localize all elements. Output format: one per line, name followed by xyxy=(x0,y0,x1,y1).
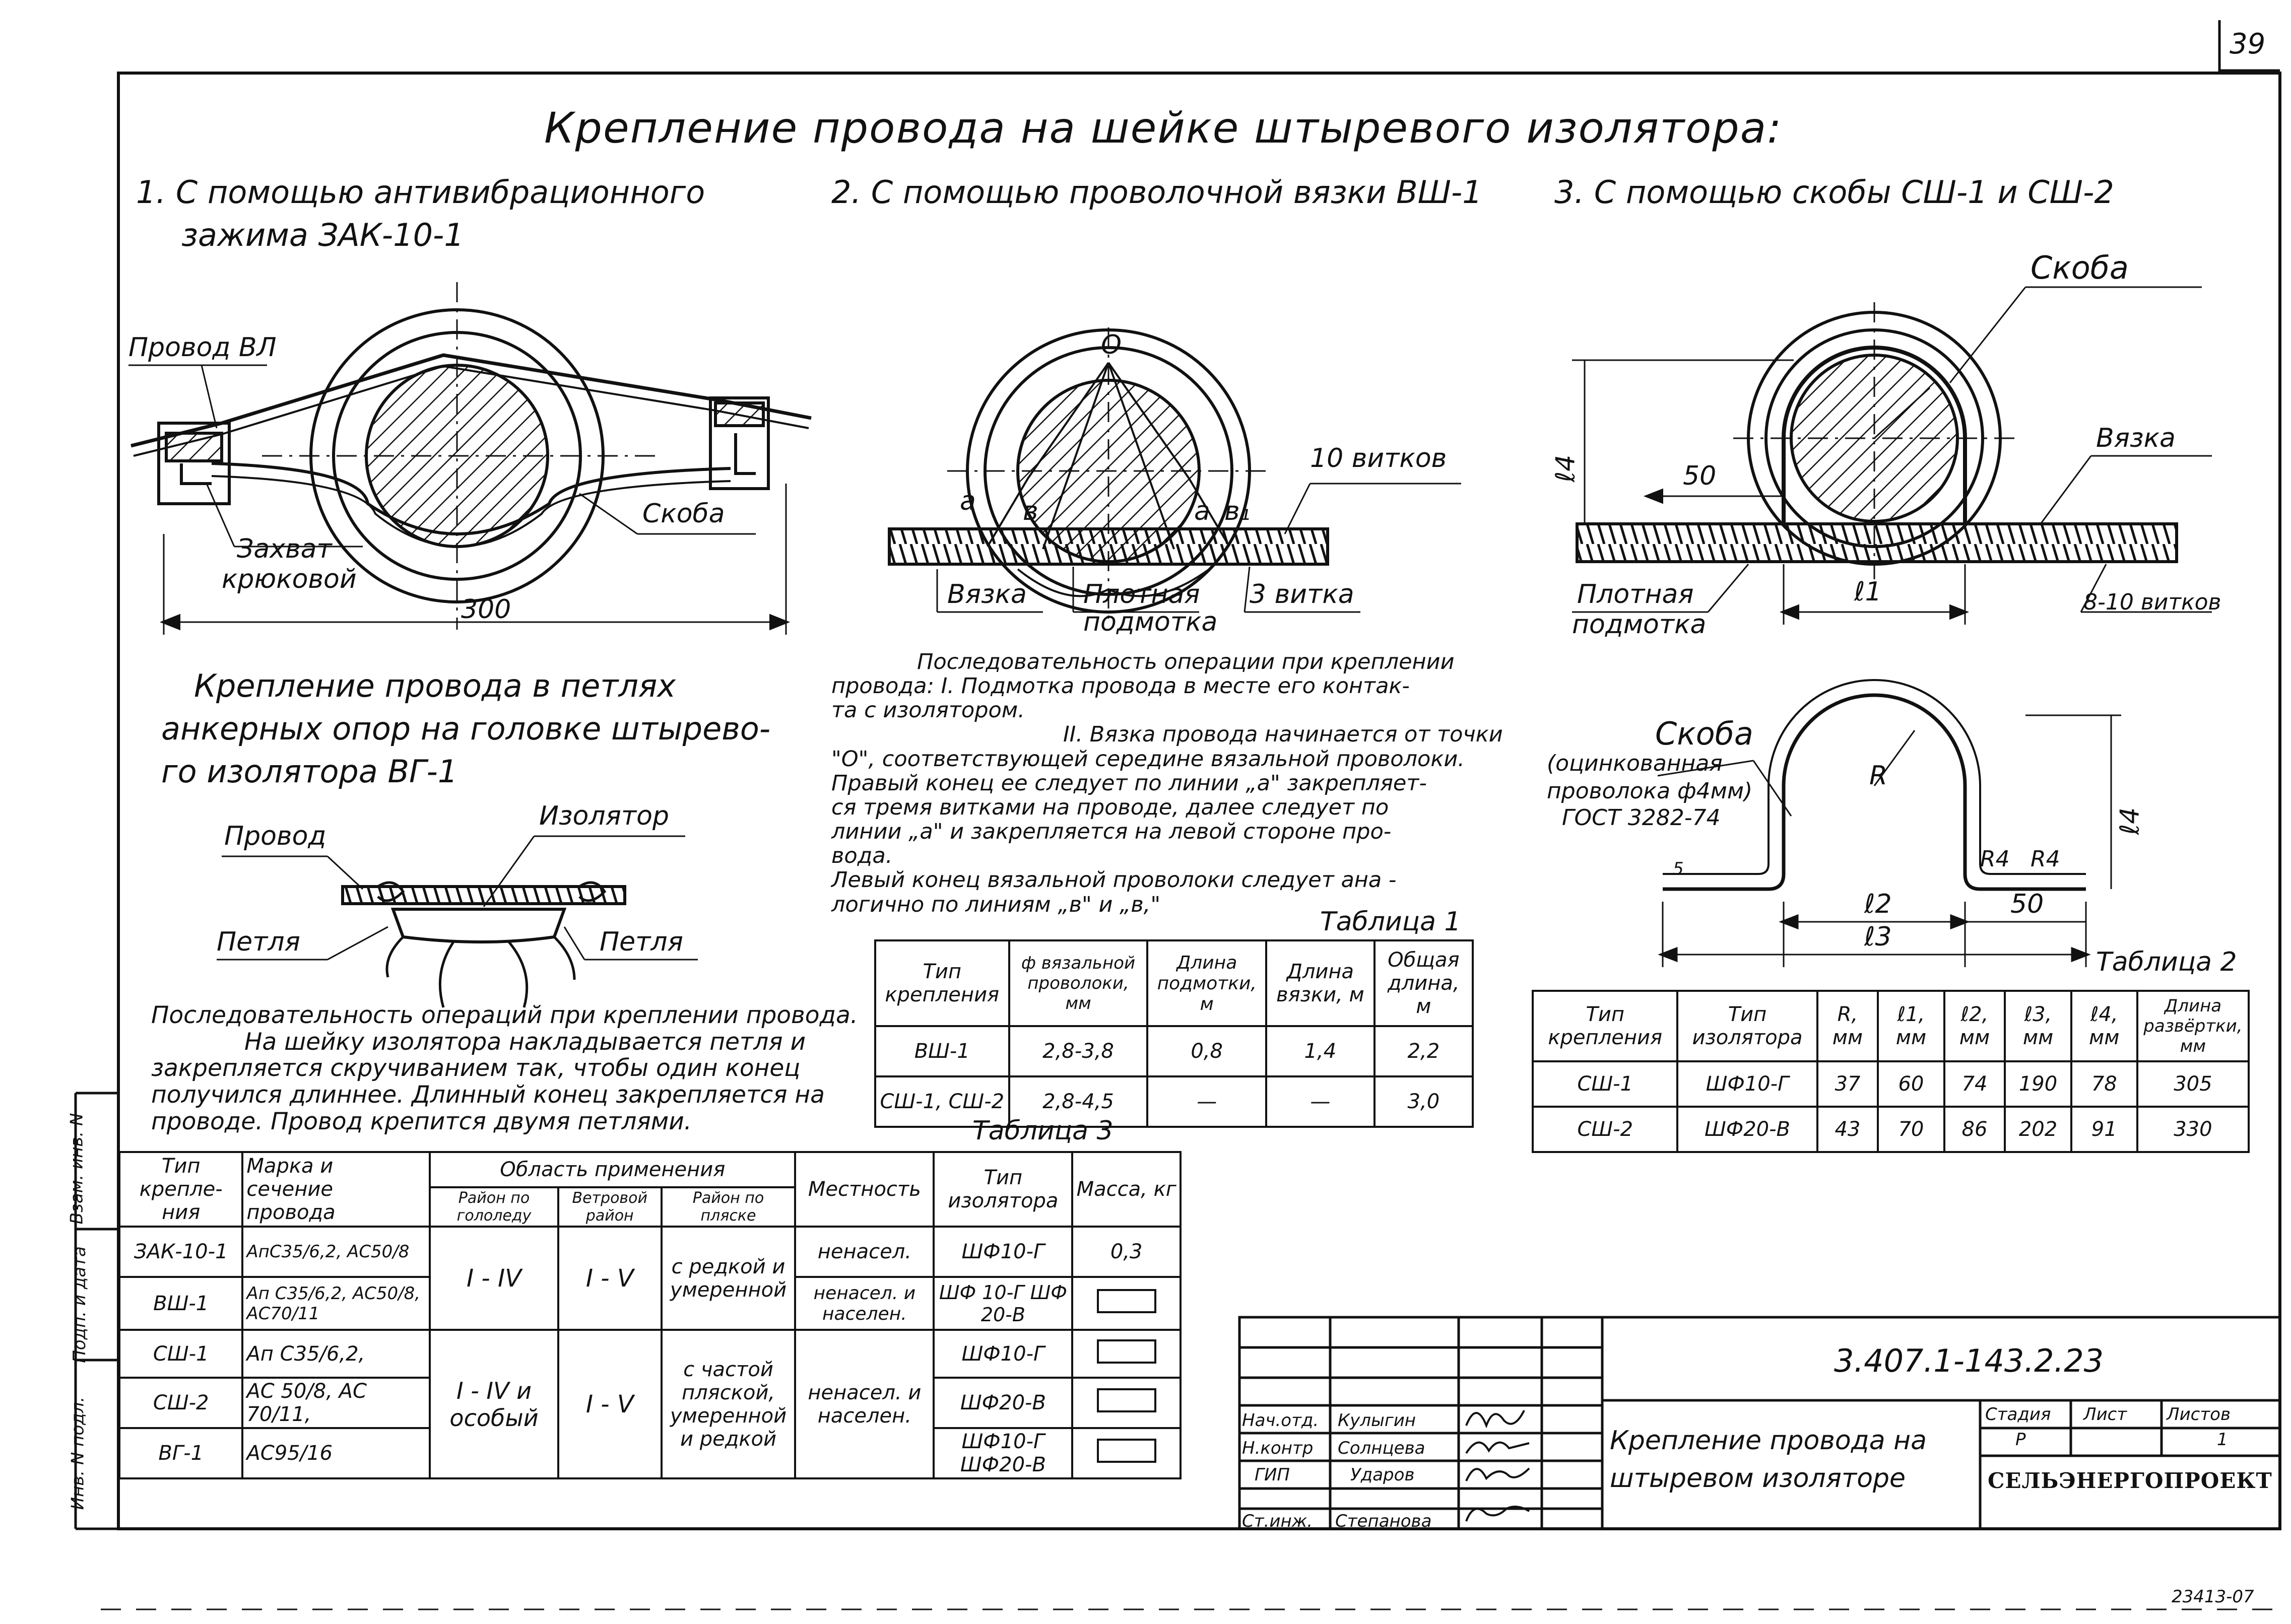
dimension-r4-a: R4 xyxy=(1980,846,2010,872)
tie-note-line: II. Вязка провода начинается от точки xyxy=(1063,722,1503,748)
table-cell: АС 50/8, АС 70/11, xyxy=(242,1378,430,1428)
table-cell: 2,8-3,8 xyxy=(1009,1026,1148,1076)
table-cell: 60 xyxy=(1878,1061,1944,1107)
table-cell: с редкой и умеренной xyxy=(662,1227,796,1330)
label-wire-loop: Провод xyxy=(224,821,326,851)
table-cell: 91 xyxy=(2071,1107,2137,1152)
dimension-r4-b: R4 xyxy=(2031,846,2060,872)
label-bracket-1: Скоба xyxy=(642,499,725,529)
footer-number: 23413-07 xyxy=(2172,1587,2254,1607)
stage-label: Стадия xyxy=(1985,1404,2051,1425)
role-senior-engineer: Ст.инж. xyxy=(1242,1511,1313,1531)
section-3-title: 3. С помощью скобы СШ-1 и СШ-2 xyxy=(1554,174,2114,211)
label-line-b1: в₁ xyxy=(1224,496,1251,526)
table-header-cell: ℓ4, мм xyxy=(2071,991,2137,1061)
table-cell: 190 xyxy=(2005,1061,2071,1107)
figure-wire-tie xyxy=(889,327,1461,620)
table-cell: АС95/16 xyxy=(242,1428,430,1478)
page-title: Крепление провода на шейке штыревого изолятора: xyxy=(544,103,1783,153)
label-loop-right: Петля xyxy=(600,927,683,957)
tie-note-line: вода. xyxy=(831,843,893,869)
label-bracket-spec-3: ГОСТ 3282-74 xyxy=(1562,805,1721,831)
table-header-cell: Тип крепления xyxy=(1533,991,1677,1061)
table-cell: ненасел. xyxy=(795,1227,934,1277)
table-cell: I - V xyxy=(558,1330,662,1478)
table-header-cell: Район по пляске xyxy=(662,1187,796,1227)
tie-note-line: Левый конец вязальной проволоки следует ана - xyxy=(831,867,1397,893)
table-header-cell: ℓ1, мм xyxy=(1878,991,1944,1061)
table-header-cell: R, мм xyxy=(1817,991,1878,1061)
table-cell: ШФ20-В xyxy=(934,1378,1072,1428)
label-wrap-2a: Плотная xyxy=(1083,579,1200,610)
section-1-subtitle: зажима ЗАК-10-1 xyxy=(181,217,464,253)
sheet-number: 39 xyxy=(2230,28,2266,60)
table-header-cell: Масса, кг xyxy=(1072,1152,1181,1227)
dimension-50-3: 50 xyxy=(1683,461,1717,491)
loop-note-line: проводе. Провод крепится двумя петлями. xyxy=(151,1107,692,1135)
tie-note-line: логично по линиям „в" и „в," xyxy=(831,892,1161,917)
table-row xyxy=(1533,1061,2249,1107)
table-cell: ВШ-1 xyxy=(119,1277,242,1330)
table-cell: 330 xyxy=(2137,1107,2249,1152)
table-3 xyxy=(118,1151,1182,1479)
table-cell: I - V xyxy=(558,1227,662,1330)
empty-mass-box xyxy=(1097,1439,1156,1463)
sheet-label: Лист xyxy=(2083,1404,2127,1425)
table-cell xyxy=(1072,1428,1181,1478)
tie-note-line: Последовательность операции при креплении xyxy=(917,649,1455,674)
table-header-cell: Тип крепле-ния xyxy=(119,1152,242,1227)
dimension-r: R xyxy=(1869,761,1888,791)
name-norm-control: Солнцева xyxy=(1338,1438,1425,1458)
table-row xyxy=(119,1227,1181,1277)
tie-note-line: "О", соответствующей середине вязальной проволоки. xyxy=(831,746,1465,772)
table-header-cell: Марка и сечение провода xyxy=(242,1152,430,1227)
table-cell: 37 xyxy=(1817,1061,1878,1107)
table-1 xyxy=(874,939,1474,1128)
tie-note-line: та с изолятором. xyxy=(831,698,1025,723)
label-bracket-4: Скоба xyxy=(1655,715,1753,752)
table-3-caption: Таблица 3 xyxy=(972,1116,1114,1146)
dimension-l3: ℓ3 xyxy=(1864,922,1892,952)
label-bracket-spec-2: проволока ф4мм) xyxy=(1547,778,1753,804)
table-cell: СШ-2 xyxy=(119,1378,242,1428)
table-cell: ШФ20-В xyxy=(1677,1107,1817,1152)
label-bracket-3: Скоба xyxy=(2031,249,2129,286)
drawing-description-2: штыревом изоляторе xyxy=(1610,1463,1906,1494)
label-wire-vl: Провод ВЛ xyxy=(128,332,277,363)
label-line-a-left: а xyxy=(960,486,976,516)
table-header-cell: Область применения xyxy=(430,1152,795,1187)
table-cell: ШФ10-Г xyxy=(934,1330,1072,1378)
figure-bracket-ssh xyxy=(1572,287,2212,625)
table-cell xyxy=(1072,1277,1181,1330)
table-cell: ненасел. и населен. xyxy=(795,1330,934,1478)
section-2-title: 2. С помощью проволочной вязки ВШ-1 xyxy=(831,174,1482,211)
empty-mass-box xyxy=(1097,1289,1156,1313)
dimension-l2: ℓ2 xyxy=(1864,889,1892,919)
table-row xyxy=(875,1026,1473,1076)
table-cell: Ап С35/6,2, АС50/8, АС70/11 xyxy=(242,1277,430,1330)
table-cell: ШФ 10-Г ШФ 20-В xyxy=(934,1277,1072,1330)
table-header-cell: Длина вязки, м xyxy=(1266,940,1374,1026)
stamp-inventory-no: Инв. N подл. xyxy=(68,1396,88,1510)
name-chief-engineer: Ударов xyxy=(1350,1465,1415,1485)
table-cell: 0,3 xyxy=(1072,1227,1181,1277)
sheets-label: Листов xyxy=(2167,1404,2231,1425)
table-cell: 2,2 xyxy=(1374,1026,1473,1076)
table-header-cell: ℓ2, мм xyxy=(1944,991,2005,1061)
empty-mass-box xyxy=(1097,1388,1156,1412)
dimension-l4-3: ℓ4 xyxy=(1550,454,1581,483)
label-bracket-spec-1: (оцинкованная xyxy=(1547,751,1723,776)
tie-note-line: линии „а" и закрепляется на левой стороне про- xyxy=(831,819,1392,845)
table-cell: Ап С35/6,2, xyxy=(242,1330,430,1378)
table-cell: I - IV xyxy=(430,1227,558,1330)
tie-note xyxy=(831,650,1503,917)
figure-loop-vg1 xyxy=(217,836,698,1007)
table-header-cell: Ветровой район xyxy=(558,1187,662,1227)
table-cell: 3,0 xyxy=(1374,1076,1473,1127)
table-cell: — xyxy=(1266,1076,1374,1127)
table-2-caption: Таблица 2 xyxy=(2096,947,2237,977)
label-line-a-right: а xyxy=(1194,496,1210,526)
tie-note-line: ся тремя витками на проводе, далее следует по xyxy=(831,794,1389,820)
table-header-cell: Длина развёртки, мм xyxy=(2137,991,2249,1061)
name-senior-engineer: Степанова xyxy=(1335,1511,1432,1531)
stamp-signature-date: Подп. и дата xyxy=(69,1246,90,1363)
table-row xyxy=(1533,991,2249,1061)
loop-section-title-2: анкерных опор на головке штыревo- xyxy=(161,710,771,747)
table-cell: 2,8-4,5 xyxy=(1009,1076,1148,1127)
label-tie-3: Вязка xyxy=(2096,423,2176,453)
table-header-cell: Общая длина, м xyxy=(1374,940,1473,1026)
label-insulator: Изолятор xyxy=(539,801,669,831)
dimension-300: 300 xyxy=(461,594,511,625)
loop-section-title-1: Крепление провода в петлях xyxy=(194,667,676,704)
section-1-title: 1. С помощью антивибрационного xyxy=(136,174,705,211)
table-cell: 0,8 xyxy=(1147,1026,1266,1076)
loop-note-line: Последовательность операций при креплении провода. xyxy=(151,1001,858,1029)
table-cell: ЗАК-10-1 xyxy=(119,1227,242,1277)
table-cell: СШ-1, СШ-2 xyxy=(875,1076,1009,1127)
table-header-cell: Район по гололеду xyxy=(430,1187,558,1227)
label-8-10-turns: 8-10 витков xyxy=(2083,589,2221,615)
stamp-replaces-inventory: Взам. инв. N xyxy=(67,1113,87,1225)
table-cell: 78 xyxy=(2071,1061,2137,1107)
table-cell xyxy=(1072,1378,1181,1428)
sheets-value: 1 xyxy=(2217,1430,2228,1450)
label-3-turns: 3 витка xyxy=(1250,579,1354,610)
label-tie-2: Вязка xyxy=(947,579,1027,610)
empty-mass-box xyxy=(1097,1339,1156,1364)
table-cell: СШ-1 xyxy=(119,1330,242,1378)
document-code: 3.407.1-143.2.23 xyxy=(1834,1342,2104,1379)
table-cell: ненасел. и населен. xyxy=(795,1277,934,1330)
table-cell: ВШ-1 xyxy=(875,1026,1009,1076)
table-header-cell: ℓ3, мм xyxy=(2005,991,2071,1061)
table-row xyxy=(875,1076,1473,1127)
table-2 xyxy=(1532,990,2250,1153)
table-row xyxy=(119,1152,1181,1187)
loop-note-line: На шейку изолятора накладывается петля и xyxy=(244,1028,806,1056)
stage-value: Р xyxy=(2015,1430,2026,1450)
table-cell: ШФ10-Г ШФ20-В xyxy=(934,1428,1072,1478)
table-header-cell: Тип крепления xyxy=(875,940,1009,1026)
table-row xyxy=(875,940,1473,1026)
loop-note xyxy=(151,1002,858,1135)
dimension-5: 5 xyxy=(1673,859,1684,879)
table-cell: 1,4 xyxy=(1266,1026,1374,1076)
label-loop-left: Петля xyxy=(217,927,300,957)
table-cell: 305 xyxy=(2137,1061,2249,1107)
table-cell: АпС35/6,2, АС50/8 xyxy=(242,1227,430,1277)
role-norm-control: Н.контр xyxy=(1242,1438,1314,1458)
label-wrap-3a: Плотная xyxy=(1577,579,1694,610)
table-cell: 74 xyxy=(1944,1061,2005,1107)
table-cell: с частой пляской, умеренной и редкой xyxy=(662,1330,796,1478)
label-hook-1: Захват xyxy=(237,534,332,564)
organization-name: СЕЛЬЭНЕРГОПРОЕКТ xyxy=(1988,1468,2272,1493)
dimension-50-4: 50 xyxy=(2010,889,2044,919)
label-wrap-3b: подмотка xyxy=(1572,610,1707,640)
table-header-cell: Тип изолятора xyxy=(934,1152,1072,1227)
label-point-o: О xyxy=(1101,330,1122,360)
name-head-dept: Кулыгин xyxy=(1338,1410,1416,1431)
loop-note-line: получился длиннее. Длинный конец закрепляется на xyxy=(151,1080,825,1109)
table-cell: — xyxy=(1147,1076,1266,1127)
table-row xyxy=(1533,1107,2249,1152)
role-head-dept: Нач.отд. xyxy=(1242,1410,1319,1431)
table-row xyxy=(119,1330,1181,1378)
table-cell: I - IV и особый xyxy=(430,1330,558,1478)
label-hook-2: крюковой xyxy=(222,564,357,594)
dimension-l4-4: ℓ4 xyxy=(2115,807,2145,835)
role-chief-engineer: ГИП xyxy=(1255,1465,1290,1485)
dimension-l1: ℓ1 xyxy=(1854,577,1882,607)
table-cell: 86 xyxy=(1944,1107,2005,1152)
table-cell: СШ-1 xyxy=(1533,1061,1677,1107)
label-10-turns: 10 витков xyxy=(1310,443,1447,473)
table-cell: 70 xyxy=(1878,1107,1944,1152)
table-cell: 202 xyxy=(2005,1107,2071,1152)
table-header-cell: Местность xyxy=(795,1152,934,1227)
table-cell: ШФ10-Г xyxy=(1677,1061,1817,1107)
table-header-cell: Тип изолятора xyxy=(1677,991,1817,1061)
table-cell: ВГ-1 xyxy=(119,1428,242,1478)
loop-note-line: закрепляется скручиванием так, чтобы один конец xyxy=(151,1054,801,1082)
table-header-cell: ф вязальной проволоки, мм xyxy=(1009,940,1148,1026)
table-cell xyxy=(1072,1330,1181,1378)
table-cell: 43 xyxy=(1817,1107,1878,1152)
table-cell: СШ-2 xyxy=(1533,1107,1677,1152)
tie-note-line: провода: I. Подмотка провода в месте его контак- xyxy=(831,673,1410,699)
signatures xyxy=(1466,1410,1529,1521)
label-wrap-2b: подмотка xyxy=(1083,607,1218,637)
table-1-caption: Таблица 1 xyxy=(1320,907,1461,937)
drawing-description-1: Крепление провода на xyxy=(1610,1426,1927,1456)
loop-section-title-3: го изолятора ВГ-1 xyxy=(161,753,458,790)
table-cell: ШФ10-Г xyxy=(934,1227,1072,1277)
table-header-cell: Длина подмотки, м xyxy=(1147,940,1266,1026)
tie-note-line: Правый конец ее следует по линии „а" закрепляет- xyxy=(831,770,1427,796)
label-line-b-left: в xyxy=(1023,496,1038,526)
